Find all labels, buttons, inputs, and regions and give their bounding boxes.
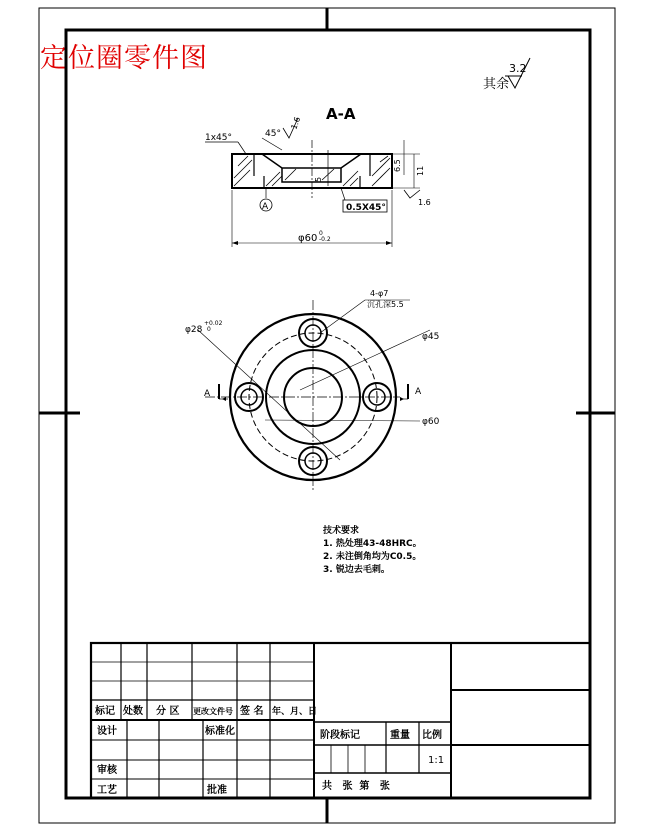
hole-counterbore: 沉孔深5.5 <box>367 300 404 309</box>
label-approve: 批准 <box>207 785 227 796</box>
scale-value: 1:1 <box>428 755 445 766</box>
datum-label: A <box>262 202 269 212</box>
tolerance-value: 0.5X45° <box>346 203 386 213</box>
angle-note: 45° <box>265 129 281 139</box>
hdr-count: 处数 <box>123 706 143 717</box>
hdr-change-doc: 更改文件号 <box>193 707 233 716</box>
drawing-frame <box>66 30 590 798</box>
drawing-title: 定位圈零件图 <box>40 43 208 74</box>
label-standardize: 标准化 <box>205 726 235 737</box>
diameter-60-plan: φ60 <box>422 417 440 427</box>
dim-5: 5 <box>314 176 323 182</box>
hdr-zone: 分 区 <box>156 706 180 717</box>
hdr-sign: 签 名 <box>240 706 264 717</box>
section-view <box>205 105 431 247</box>
tech-item-3: 3. 锐边去毛刺。 <box>323 565 390 575</box>
centering-marks <box>39 8 615 823</box>
roughness-value: 3.2 <box>509 62 527 75</box>
roughness-right <box>404 190 431 207</box>
tech-item-1: 1. 热处理43-48HRC。 <box>323 539 422 549</box>
section-label: A-A <box>326 105 356 123</box>
svg-text:+0.02: +0.02 <box>204 320 223 327</box>
tech-heading: 技术要求 <box>323 526 360 536</box>
label-process: 工艺 <box>97 785 117 796</box>
svg-text:1.6: 1.6 <box>289 115 303 131</box>
diameter-60-section: φ60 <box>298 233 318 244</box>
label-weight: 重量 <box>390 730 410 741</box>
roughness-top <box>283 116 302 138</box>
hdr-mark: 标记 <box>95 706 115 717</box>
title-block <box>91 643 590 798</box>
svg-text:0: 0 <box>207 326 211 333</box>
label-sheets: 共 张 第 张 <box>322 781 390 792</box>
surface-note <box>483 58 530 92</box>
chamfer-note: 1x45° <box>205 133 233 143</box>
surface-note-label: 其余 <box>483 77 510 92</box>
sheet-border <box>39 8 615 823</box>
label-review: 审核 <box>97 765 117 776</box>
tech-requirements <box>322 524 422 575</box>
section-marker-left: A <box>204 389 211 399</box>
diameter-28: φ28 <box>185 325 203 335</box>
diameter-45: φ45 <box>422 332 440 342</box>
section-marker-right: A <box>415 387 422 397</box>
svg-text:-0.2: -0.2 <box>319 236 331 243</box>
hdr-date: 年、月、日 <box>272 707 318 717</box>
tech-item-2: 2. 未注倒角均为C0.5。 <box>323 552 422 562</box>
plan-view <box>185 289 440 490</box>
dim-11: 11 <box>416 165 425 176</box>
dim-6-5: 6.5 <box>393 159 402 172</box>
svg-text:1.6: 1.6 <box>418 198 431 207</box>
label-stage: 阶段标记 <box>320 730 360 741</box>
hole-spec: 4-φ7 <box>370 289 389 298</box>
label-scale: 比例 <box>422 730 442 741</box>
label-design: 设计 <box>97 726 117 737</box>
svg-text:0: 0 <box>319 230 323 237</box>
